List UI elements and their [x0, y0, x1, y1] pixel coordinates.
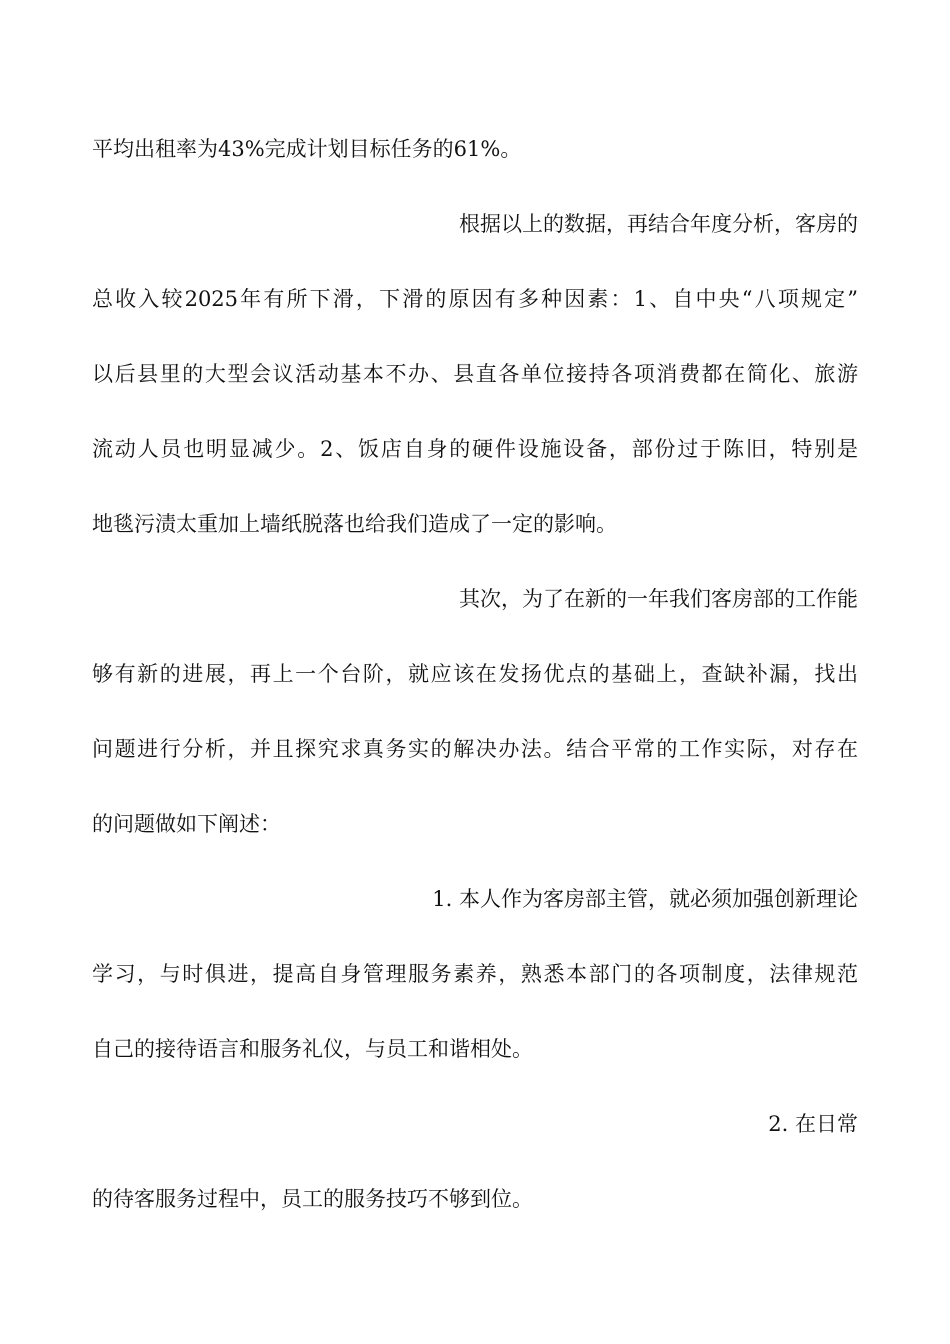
text-line: 问题进行分析，并且探究求真务实的解决办法。结合平常的工作实际，对存在: [92, 737, 858, 761]
text-line: 流动人员也明显减少。2、饭店自身的硬件设施设备，部份过于陈旧，特别是: [92, 437, 858, 461]
text-line: 总收入较2025年有所下滑，下滑的原因有多种因素：1、自中央“八项规定”: [92, 287, 858, 311]
text-line: 其次，为了在新的一年我们客房部的工作能: [459, 587, 858, 611]
text-line: 够有新的进展，再上一个台阶，就应该在发扬优点的基础上，查缺补漏，找出: [92, 662, 858, 686]
text-line: 的问题做如下阐述：: [92, 812, 281, 836]
text-line: 1. 本人作为客房部主管，就必须加强创新理论: [432, 887, 858, 911]
text-line: 自己的接待语言和服务礼仪，与员工和谐相处。: [92, 1037, 533, 1061]
text-line: 2. 在日常: [768, 1112, 858, 1136]
text-line: 根据以上的数据，再结合年度分析，客房的: [459, 212, 858, 236]
text-line: 的待客服务过程中，员工的服务技巧不够到位。: [92, 1187, 533, 1211]
text-line: 以后县里的大型会议活动基本不办、县直各单位接持各项消费都在简化、旅游: [92, 362, 858, 386]
text-line: 地毯污渍太重加上墙纸脱落也给我们造成了一定的影响。: [92, 512, 617, 536]
text-line: 学习，与时俱进，提高自身管理服务素养，熟悉本部门的各项制度，法律规范: [92, 962, 858, 986]
text-line: 平均出租率为43%完成计划目标任务的61%。: [92, 137, 522, 161]
